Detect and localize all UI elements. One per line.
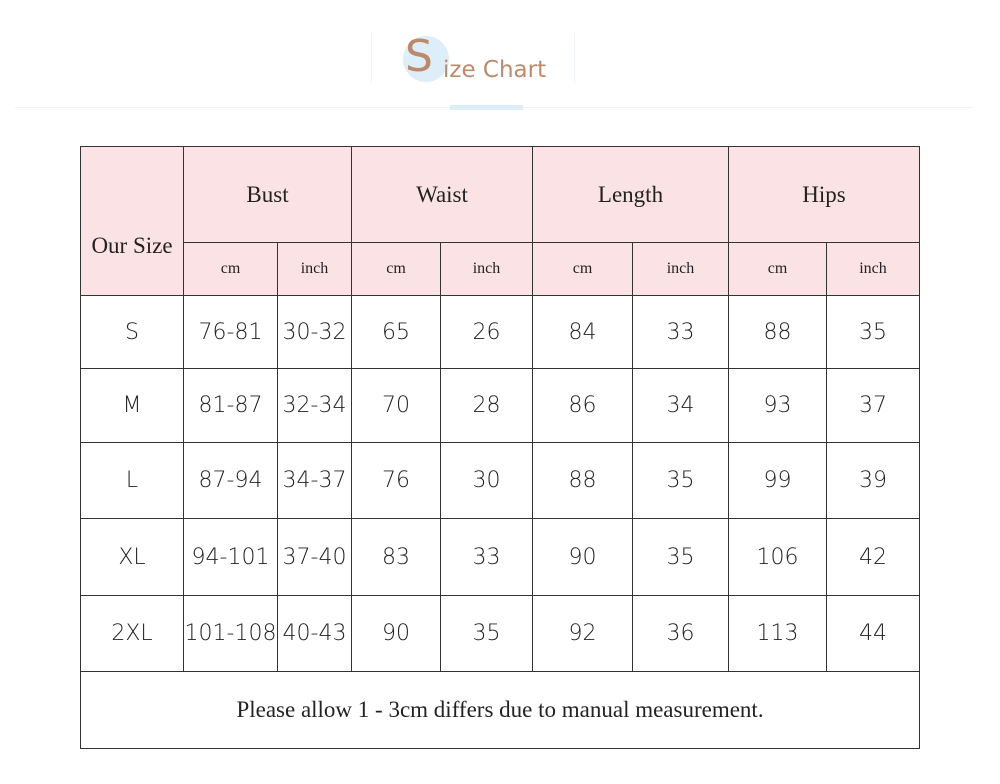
header-waist: Waist [352, 147, 533, 243]
measurement-cell: 30 [441, 443, 533, 519]
measurement-cell: 101-108 [184, 596, 278, 672]
measurement-cell: 88 [533, 443, 633, 519]
table-row [81, 596, 920, 672]
title-underline [450, 105, 523, 110]
measurement-cell: 42 [827, 519, 920, 596]
header-our-size: Our Size [81, 147, 184, 296]
unit-header: cm [352, 243, 441, 296]
measurement-cell: 30-32 [278, 296, 352, 369]
measurement-cell: 99 [729, 443, 827, 519]
table-row [81, 369, 920, 443]
measurement-cell: 113 [729, 596, 827, 672]
measurement-cell: 33 [633, 296, 729, 369]
unit-header: cm [184, 243, 278, 296]
measurement-cell: 35 [633, 519, 729, 596]
measurement-cell: 32-34 [278, 369, 352, 443]
header-bust: Bust [184, 147, 352, 243]
measurement-cell: 70 [352, 369, 441, 443]
table-row [81, 443, 920, 519]
size-label: L [81, 443, 184, 519]
unit-header: inch [278, 243, 352, 296]
measurement-cell: 28 [441, 369, 533, 443]
measurement-cell: 33 [441, 519, 533, 596]
measurement-cell: 34-37 [278, 443, 352, 519]
table-row [81, 296, 920, 369]
measurement-cell: 37-40 [278, 519, 352, 596]
measurement-cell: 44 [827, 596, 920, 672]
measurement-cell: 88 [729, 296, 827, 369]
unit-header: cm [729, 243, 827, 296]
measurement-cell: 84 [533, 296, 633, 369]
size-chart-table [80, 146, 920, 749]
measurement-cell: 83 [352, 519, 441, 596]
measurement-cell: 65 [352, 296, 441, 369]
measurement-note: Please allow 1 - 3cm differs due to manual measurement. [81, 672, 920, 749]
unit-header: inch [441, 243, 533, 296]
measurement-cell: 35 [441, 596, 533, 672]
size-label: XL [81, 519, 184, 596]
measurement-cell: 34 [633, 369, 729, 443]
unit-header: cm [533, 243, 633, 296]
measurement-cell: 94-101 [184, 519, 278, 596]
size-label: 2XL [81, 596, 184, 672]
page-title: ize Chart [443, 57, 547, 83]
measurement-cell: 76-81 [184, 296, 278, 369]
size-label: M [81, 369, 184, 443]
table-row [81, 519, 920, 596]
measurement-cell: 106 [729, 519, 827, 596]
unit-header: inch [633, 243, 729, 296]
measurement-cell: 87-94 [184, 443, 278, 519]
measurement-cell: 90 [352, 596, 441, 672]
header-hips: Hips [729, 147, 920, 243]
measurement-cell: 76 [352, 443, 441, 519]
measurement-cell: 90 [533, 519, 633, 596]
size-label: S [81, 296, 184, 369]
measurement-cell: 39 [827, 443, 920, 519]
measurement-cell: 37 [827, 369, 920, 443]
unit-header: inch [827, 243, 920, 296]
measurement-cell: 92 [533, 596, 633, 672]
measurement-cell: 86 [533, 369, 633, 443]
measurement-cell: 35 [827, 296, 920, 369]
measurement-cell: 35 [633, 443, 729, 519]
header-length: Length [533, 147, 729, 243]
measurement-cell: 93 [729, 369, 827, 443]
measurement-cell: 40-43 [278, 596, 352, 672]
measurement-cell: 36 [633, 596, 729, 672]
measurement-cell: 26 [441, 296, 533, 369]
measurement-cell: 81-87 [184, 369, 278, 443]
title-initial: S [405, 31, 433, 82]
